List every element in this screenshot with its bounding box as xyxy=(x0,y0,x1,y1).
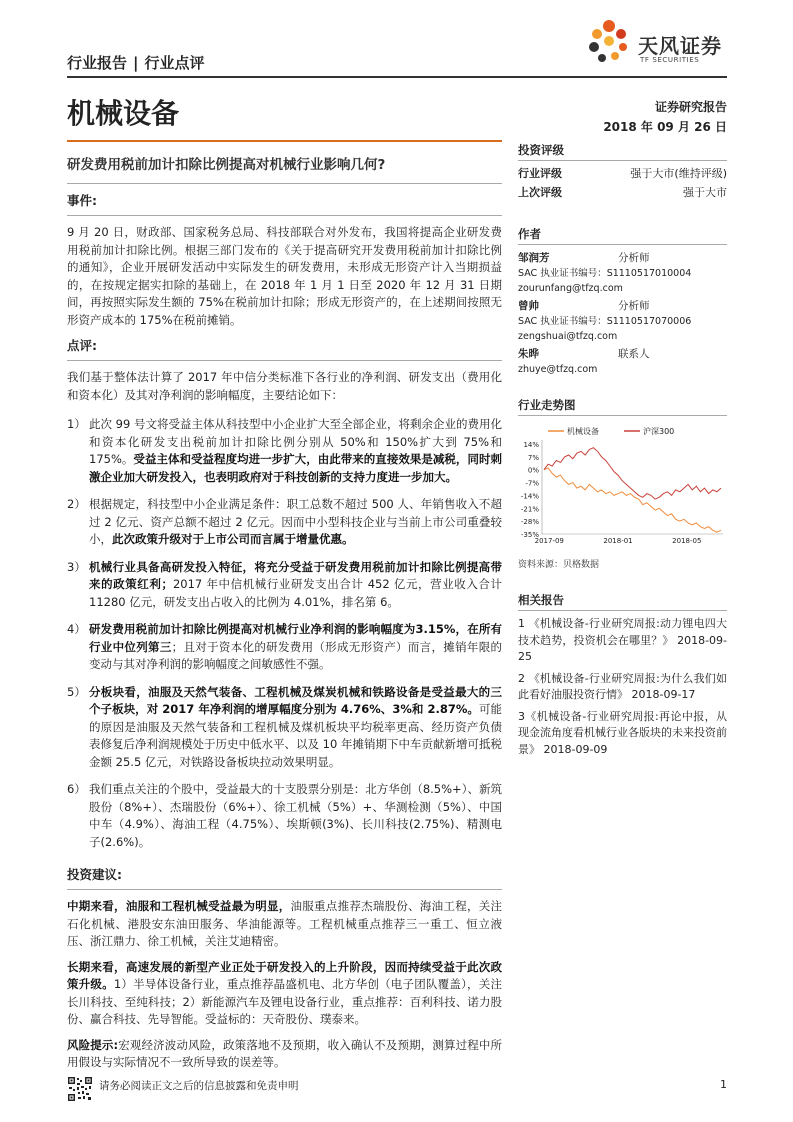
related-heading: 相关报告 xyxy=(518,590,727,611)
comment-intro: 我们基于整体法计算了 2017 年中信分类标准下各行业的净利润、研发支出（费用化和资本化）及其对净利润的影响幅度，主要结论如下： xyxy=(67,370,502,402)
list-item-text: 此次 99 号文将受益主体从科技型中小企业扩大至全部企业，将剩余企业的费用化和资本化研发支出税前加计扣除比例分别从 50%和 150%扩大到 75%和 175%。 xyxy=(89,417,502,466)
comment-heading: 点评: xyxy=(67,338,97,353)
invest-divider xyxy=(67,889,502,890)
tf-securities-logo xyxy=(584,16,729,74)
list-item-bold: ，在所有行业中位列第三 xyxy=(89,622,503,654)
prev-rating-label: 上次评级 xyxy=(518,186,562,199)
list-item xyxy=(67,496,502,549)
list-item-bold: 研发费用税前加计扣除比例提高对机械行业净利润的影响幅度为 xyxy=(89,622,416,636)
invest-mid-text: 油服重点推荐杰瑞股份、海油工程，关注石化机械、港股安东油田服务、华油能源等。工程机械重点推荐三一重工、恒立液压、浙江鼎力、徐工机械，关注艾迪精密。 xyxy=(67,899,502,948)
related-report-date: 2018-09-25 xyxy=(518,633,728,663)
related-report[interactable] xyxy=(518,709,727,759)
author-heading: 作者 xyxy=(518,224,727,245)
author-cert: SAC 执业证书编号：S1110517070006 xyxy=(518,316,692,327)
series-line xyxy=(544,448,721,499)
list-item xyxy=(67,621,502,674)
list-item-text: 可能的原因是油服及天然气装备和工程机械及煤机板块平均税率更高、经历资产负债表修复后净利润规模处于历史中低水平、以及 10 年摊销期下中车贡献新增可抵税金额 25.5 亿元，对铁路设备板块拉动效果明显。 xyxy=(89,702,503,769)
trend-chart-svg xyxy=(518,422,727,552)
highlight-value: 3.15% xyxy=(415,622,456,636)
related-report-date: 2018-09-09 xyxy=(543,742,608,756)
rating-row xyxy=(518,164,727,183)
headline-bottom-divider xyxy=(67,183,502,184)
logo-chinese-text: 天风证券 xyxy=(638,34,722,58)
page-title: 机械设备 xyxy=(67,97,180,130)
list-item-number: 5） xyxy=(67,684,86,699)
x-tick-label: 2018-01 xyxy=(603,537,633,545)
list-item-number: 6） xyxy=(67,782,86,796)
y-tick-label: -28% xyxy=(520,518,539,527)
author-name: 邹润芳 xyxy=(518,252,550,264)
chart-source: 资料来源：贝格数据 xyxy=(518,560,600,570)
highlight-value: 4.76%、3%和 2.87% xyxy=(340,702,468,716)
chart-heading: 行业走势图 xyxy=(518,395,727,416)
author-entry xyxy=(518,251,727,296)
author-role: 分析师 xyxy=(618,252,650,264)
x-tick-label: 2017-09 xyxy=(534,537,564,545)
list-item-text: ；且对于资本化的研发费用（形成无形资产）而言，摊销年限的变动与其对净利润的影响幅度之间敏感性不强。 xyxy=(89,639,503,671)
author-email[interactable]: zhuye@tfzq.com xyxy=(518,364,598,375)
headline-top-divider xyxy=(67,140,502,142)
invest-long-text: 1）半导体设备行业，重点推荐晶盛机电、北方华创（电子团队覆盖），关注长川科技、至纯科技；2）新能源汽车及锂电设备行业，重点推荐：百利科技、诺力股份、赢合科技、先导智能。受益标的：天奇股份、璞泰来。 xyxy=(67,977,502,1026)
sidebar xyxy=(518,140,727,758)
rating-label: 行业评级 xyxy=(518,167,562,180)
author-entry xyxy=(518,299,727,344)
breadcrumb-separator: | xyxy=(133,54,139,72)
author-name: 朱晔 xyxy=(518,348,539,360)
event-heading: 事件: xyxy=(67,193,97,208)
y-tick-label: 0% xyxy=(527,466,539,475)
related-report-title[interactable]: 2 《机械设备-行业研究周报:为什么我们如此看好油服投资行情》 xyxy=(518,671,727,701)
invest-paragraph-mid xyxy=(67,898,502,951)
list-item-bold: 机械行业具备高研发投入特征，将充分受益于研发费用税前加计扣除比例提高带来的政策红利； xyxy=(89,559,502,591)
author-email[interactable]: zengshuai@tfzq.com xyxy=(518,331,618,342)
list-item-text: 根据规定，科技型中小企业满足条件：职工总数不超过 500 人、年销售收入不超过 2 亿元、资产总额不超过 2 亿元。因而中小型科技企业与当前上市公司重叠较小， xyxy=(89,497,502,546)
comment-divider xyxy=(67,360,502,361)
legend-label: 机械设备 xyxy=(567,427,599,436)
author-entry xyxy=(518,347,727,377)
prev-rating-value: 强于大市 xyxy=(683,186,727,199)
list-item xyxy=(67,416,502,486)
breadcrumb-report-type: 行业报告 xyxy=(67,54,128,72)
legend-label: 沪深300 xyxy=(643,427,675,436)
list-item-bold: 分板块看，油服及天然气装备、工程机械及煤炭机械和铁路设备是受益最大的三个子板块，对 2017 年净利润的增厚幅度分别为 xyxy=(89,684,502,716)
list-item xyxy=(67,559,502,612)
related-report[interactable] xyxy=(518,616,727,666)
list-item-text: 2017 年中信机械行业研发支出合计 452 亿元，营业收入合计 11280 亿元，研发支出占收入的比例为 4.01%，排名第 6。 xyxy=(89,577,502,609)
author-role: 分析师 xyxy=(618,300,650,312)
invest-long-bold: 长期来看，高速发展的新型产业正处于研发投入的上升阶段，因而持续受益于此次政策升级。 xyxy=(67,959,502,991)
y-tick-label: -21% xyxy=(520,505,539,514)
series-line xyxy=(544,468,721,532)
footer-disclaimer: 请务必阅读正文之后的信息披露和免责申明 xyxy=(99,1080,299,1092)
list-item-bold: 受益主体和受益程度均进一步扩大，由此带来的直接效果是减税，同时刺激企业加大研发投入，也表明政府对于科技创新的支持力度进一步加大。 xyxy=(89,452,502,484)
list-item-bold: 此次政策升级对于上市公司而言属于增量优惠。 xyxy=(112,532,354,546)
invest-mid-bold: 中期来看，油服和工程机械受益最为明显， xyxy=(67,899,291,913)
list-item xyxy=(67,781,502,851)
related-report-title[interactable]: 3《机械设备-行业研究周报:再论中报，从现金流角度看机械行业各版块的未来投资前景》 xyxy=(518,709,727,756)
main-column xyxy=(67,140,502,1072)
breadcrumb xyxy=(67,52,205,73)
list-item-number: 3） xyxy=(67,559,86,574)
related-report-date: 2018-09-17 xyxy=(631,688,696,701)
event-divider xyxy=(67,215,502,216)
rating-value: 强于大市(维持评级) xyxy=(630,167,727,180)
author-email[interactable]: zourunfang@tfzq.com xyxy=(518,283,623,294)
related-report[interactable] xyxy=(518,671,727,704)
event-paragraph: 9 月 20 日，财政部、国家税务总局、科技部联合对外发布，我国将提高企业研发费用税前加计扣除比例。根据三部门发布的《关于提高研究开发费用税前加计扣除比例的通知》，企业开展研发活动中实际发生的研发费用，未形成无形资产计入当期损益的，在按规定据实扣除的基础上，在 2018 年 1 月 1 日至 2020 年 12 月 31 日期间，再按照实际发生额的 75%在税前加计扣除；形成无形资产的，在上述期间按照无形资产成本的 175%在税前摊销。 xyxy=(67,225,502,327)
footer xyxy=(67,1076,727,1106)
y-tick-label: 14% xyxy=(523,441,539,449)
breadcrumb-report-sub: 行业点评 xyxy=(144,54,205,72)
y-tick-label: 7% xyxy=(527,453,539,462)
risk-bold: 风险提示: xyxy=(67,1037,119,1052)
list-item-bold: 。 xyxy=(467,702,479,716)
header-divider xyxy=(67,76,727,78)
author-cert: SAC 执业证书编号：S1110517010004 xyxy=(518,268,692,279)
rating-heading: 投资评级 xyxy=(518,140,727,161)
risk-text: 宏观经济波动风险，政策落地不及预期，收入确认不及预期，测算过程中所用假设与实际情况不一致所导致的误差等。 xyxy=(67,1037,502,1069)
prev-rating-row xyxy=(518,183,727,202)
trend-chart xyxy=(518,422,727,556)
headline: 研发费用税前加计扣除比例提高对机械行业影响几何? xyxy=(67,157,386,173)
doc-type: 证券研究报告 xyxy=(654,100,727,114)
y-tick-label: -35% xyxy=(520,531,539,539)
doc-date: 2018 年 09 月 26 日 xyxy=(603,120,727,134)
y-tick-label: -7% xyxy=(525,479,539,488)
y-tick-label: -14% xyxy=(520,492,539,501)
invest-paragraph-long xyxy=(67,959,502,1029)
list-item-text: 我们重点关注的个股中，受益最大的十支股票分别是：北方华创（8.5%+）、新筑股份（8%+）、杰瑞股份（6%+）、徐工机械（5%）+、华测检测（5%）、中国中车（4.9%）、海油工程（4.75%）、埃斯顿(3%)、长川科技(2.75%)、精测电子(2.6%)。 xyxy=(89,782,502,849)
logo-english-text: TF SECURITIES xyxy=(640,56,700,64)
risk-paragraph xyxy=(67,1037,502,1072)
invest-heading: 投资建议: xyxy=(67,867,122,882)
logo-flower-icon xyxy=(584,16,638,70)
x-tick-label: 2018-05 xyxy=(672,537,702,545)
author-role: 联系人 xyxy=(618,348,650,360)
page-number: 1 xyxy=(720,1078,727,1091)
related-report-title[interactable]: 1 《机械设备-行业研究周报:动力锂电四大技术趋势，投资机会在哪里？》 xyxy=(518,617,727,647)
list-item-number: 4） xyxy=(67,622,86,636)
list-item-number: 1） xyxy=(67,417,86,431)
author-name: 曾帅 xyxy=(518,300,539,312)
list-item xyxy=(67,684,502,772)
qr-code-icon xyxy=(67,1076,93,1102)
list-item-number: 2） xyxy=(67,497,86,511)
